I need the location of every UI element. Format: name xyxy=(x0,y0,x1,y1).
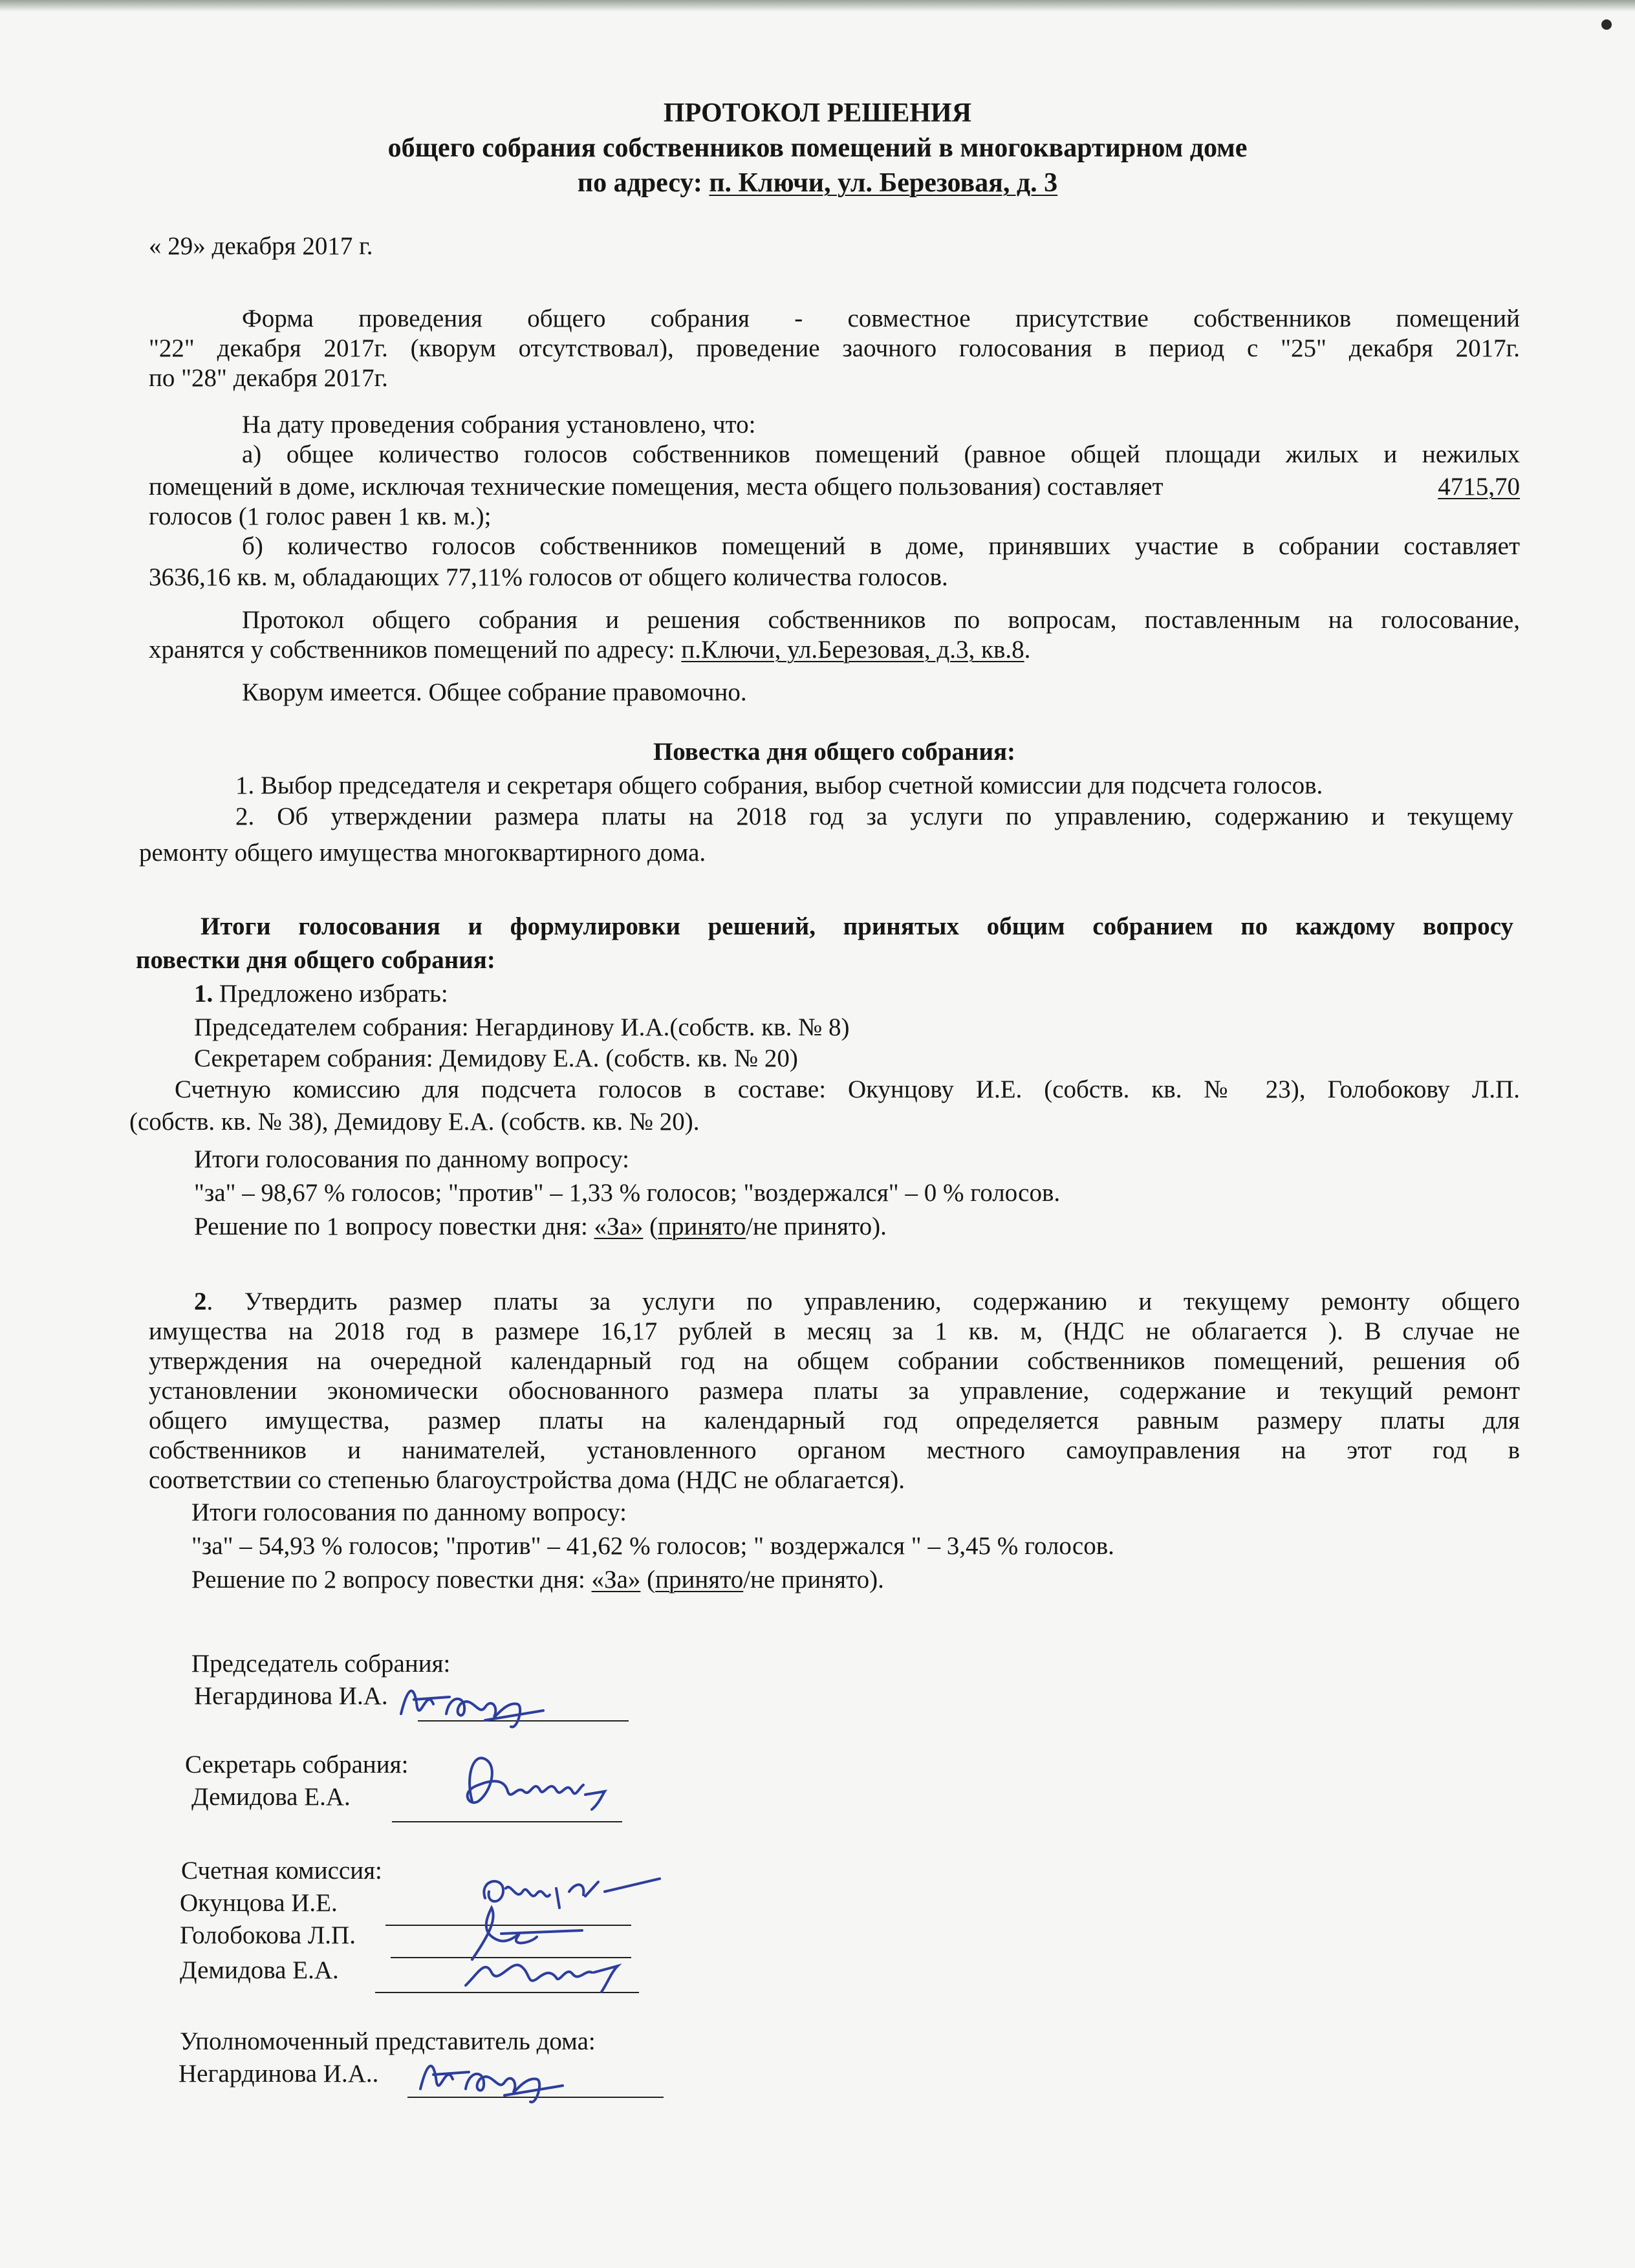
document-subtitle: общего собрания собственников помещений в многоквартирном доме xyxy=(387,133,1248,163)
q2-decision-prefix: Решение по 2 вопросу повестки дня: xyxy=(191,1566,585,1593)
intro-a-line-2 xyxy=(149,472,1520,502)
secretary-label: Секретарь собрания: xyxy=(185,1751,409,1778)
q2-votes: "за" – 54,93 % голосов; "против" – 41,62 % голосов; " воздержался " – 3,45 % голосов. xyxy=(191,1532,1114,1560)
q1-proposed xyxy=(149,979,1520,1009)
document-title: ПРОТОКОЛ РЕШЕНИЯ xyxy=(663,98,972,128)
q2-decision-rest: /не принято). xyxy=(743,1566,884,1593)
commission-signatures xyxy=(446,1863,679,1998)
q1-results-label: Итоги голосования по данному вопросу: xyxy=(194,1145,630,1173)
q1-chairman: Председателем собрания: Негардинову И.А.(собств. кв. № 8) xyxy=(194,1013,850,1041)
q2-number: 2 xyxy=(194,1288,207,1315)
chairman-label: Председатель собрания: xyxy=(191,1650,451,1678)
intro-b-line-2: 3636,16 кв. м, обладающих 77,11% голосов от общего количества голосов. xyxy=(149,563,948,591)
document-date: « 29» декабря 2017 г. xyxy=(149,232,373,260)
q1-decision-rest: /не принято). xyxy=(746,1213,887,1240)
commission-member-3: Демидова Е.А. xyxy=(180,1956,339,1984)
q2-line-7: соответствии со степенью благоустройства дома (НДС не облагается). xyxy=(149,1466,905,1494)
q2-line-2: имущества на 2018 год в размере 16,17 рублей в месяц за 1 кв. м, (НДС не облагается ). В случае не xyxy=(149,1317,1520,1345)
q1-secretary: Секретарем собрания: Демидову Е.А. (собств. кв. № 20) xyxy=(194,1044,798,1072)
agenda-item-2-line-2: ремонту общего имущества многоквартирного дома. xyxy=(139,839,706,867)
chairman-name: Негардинова И.А. xyxy=(194,1682,388,1710)
secretary-signature xyxy=(446,1740,621,1817)
storage-address: п.Ключи, ул.Березовая, д.3, кв.8 xyxy=(681,636,1024,664)
q2-line-6: собственников и нанимателей, установленного органом местного самоуправления на этот год в xyxy=(149,1436,1520,1464)
intro-form-line-1: Форма проведения общего собрания - совместное присутствие собственников помещений xyxy=(242,305,1520,332)
punch-hole xyxy=(1601,19,1612,30)
representative-label: Уполномоченный представитель дома: xyxy=(180,2027,596,2055)
storage-suffix: . xyxy=(1024,636,1031,664)
address-label: по адресу: xyxy=(577,168,702,198)
address-value: п. Ключи, ул. Березовая, д. 3 xyxy=(709,168,1058,198)
q2-line-4: установлении экономически обоснованного размера платы за управление, содержание и текущий ремонт xyxy=(149,1377,1520,1405)
q2-results-label: Итоги голосования по данному вопросу: xyxy=(191,1498,627,1526)
intro-storage-line-1: Протокол общего собрания и решения собственников по вопросам, поставленным на голосование, xyxy=(242,606,1520,634)
commission-member-2: Голобокова Л.П. xyxy=(180,1921,356,1949)
q1-commission-line-2: (собств. кв. № 38), Демидову Е.А. (собств. кв. № 20). xyxy=(129,1108,700,1136)
results-heading-line-1: Итоги голосования и формулировки решений, принятых общим собранием по каждому вопросу xyxy=(200,913,1513,940)
storage-prefix: хранятся у собственников помещений по адресу: xyxy=(149,636,675,664)
agenda-item-2-line-1: 2. Об утверждении размера платы на 2018 год за услуги по управлению, содержанию и текущему xyxy=(235,803,1513,830)
document-address xyxy=(0,166,1635,200)
intro-form-line-2: "22" декабря 2017г. (кворум отсутствовал), проведение заочного голосования в период с "25" декабря 2017г. xyxy=(149,334,1520,362)
commission-label: Счетная комиссия: xyxy=(181,1857,382,1885)
q1-number: 1. xyxy=(194,980,213,1008)
q1-decision-value: «За» xyxy=(594,1213,644,1240)
q2-line-1-text: . Утвердить размер платы за услуги по управлению, содержанию и текущему ремонту общего xyxy=(206,1288,1520,1315)
scan-edge xyxy=(0,0,1635,12)
q1-proposed-text: Предложено избрать: xyxy=(219,980,448,1008)
total-votes: 4715,70 xyxy=(1438,473,1520,501)
representative-signature xyxy=(407,2050,576,2108)
intro-a-line-1: а) общее количество голосов собственников помещений (равное общей площади жилых и нежилых xyxy=(242,440,1520,468)
chairman-signature xyxy=(388,1675,556,1733)
intro-form-line-3: по "28" декабря 2017г. xyxy=(149,364,388,392)
commission-member-1: Окунцова И.Е. xyxy=(180,1889,338,1917)
q2-line-5: общего имущества, размер платы на календарный год определяется равным размеру платы для xyxy=(149,1407,1520,1434)
q1-decision-prefix: Решение по 1 вопросу повестки дня: xyxy=(194,1213,588,1240)
q2-line-3: утверждения на очередной календарный год на общем собрании собственников помещений, решения об xyxy=(149,1347,1520,1375)
secretary-signature-line xyxy=(392,1821,622,1822)
results-heading-line-2: повестки дня общего собрания: xyxy=(136,946,495,974)
q2-line-1 xyxy=(149,1287,1520,1317)
q1-decision-accepted: принято xyxy=(658,1213,746,1240)
q1-decision: Решение по 1 вопросу повестки дня: «За» (принято/не принято). xyxy=(194,1213,887,1240)
agenda-item-1: 1. Выбор председателя и секретаря общего собрания, выбор счетной комиссии для подсчета голосов. xyxy=(235,772,1323,799)
intro-storage-line-2 xyxy=(149,635,1520,665)
q2-decision-value: «За» xyxy=(591,1566,641,1593)
representative-name: Негардинова И.А.. xyxy=(179,2060,379,2088)
intro-a-text: помещений в доме, исключая технические помещения, места общего пользования) составляет xyxy=(149,473,1164,501)
quorum-statement: Кворум имеется. Общее собрание правомочно. xyxy=(242,678,747,706)
q2-decision-accepted: принято xyxy=(655,1566,744,1593)
intro-b-line-1: б) количество голосов собственников помещений в доме, принявших участие в собрании составляет xyxy=(242,532,1520,560)
q1-commission-line-1: Счетную комиссию для подсчета голосов в составе: Окунцову И.Е. (собств. кв. № 23), Голобокову Л.П. xyxy=(175,1075,1520,1103)
q1-votes: "за" – 98,67 % голосов; "против" – 1,33 % голосов; "воздержался" – 0 % голосов. xyxy=(194,1179,1061,1207)
intro-a-line-3: голосов (1 голос равен 1 кв. м.); xyxy=(149,502,492,530)
secretary-name: Демидова Е.А. xyxy=(191,1783,351,1811)
intro-date-established: На дату проведения собрания установлено, что: xyxy=(242,411,756,438)
q2-decision: Решение по 2 вопросу повестки дня: «За» (принято/не принято). xyxy=(191,1566,884,1593)
agenda-heading: Повестка дня общего собрания: xyxy=(653,738,1016,766)
